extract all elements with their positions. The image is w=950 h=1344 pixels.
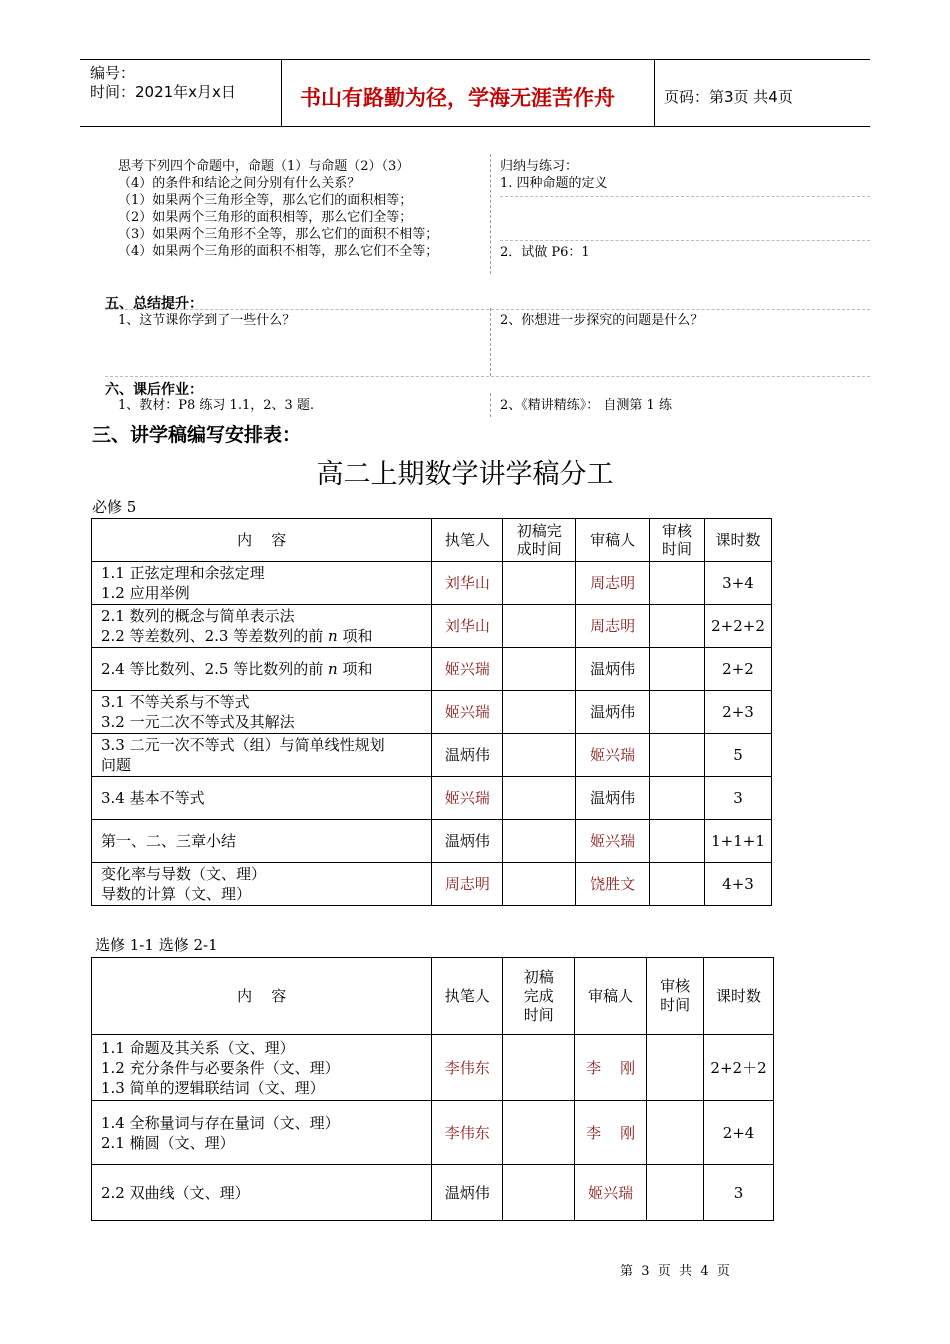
header-divider-2 [654,59,655,127]
induction-item-1: 1. 四种命题的定义 [500,176,608,191]
row-hours: 2+3 [704,691,771,734]
row-reviewer: 姬兴瑞 [576,820,650,863]
header-draft-time: 初稿完成时间 [503,519,576,562]
row-draft-time [503,691,576,734]
row-hours: 2+2＋2 [704,1035,774,1101]
row-reviewer: 温炳伟 [576,648,650,691]
table-header-row [92,958,774,1035]
header-motto: 书山有路勤为径，学海无涯苦作舟 [300,86,615,110]
content-line: 变化率与导数（文、理） [101,865,267,883]
row-hours: 3 [704,777,771,820]
row-writer: 李伟东 [432,1035,503,1101]
row-writer: 温炳伟 [432,734,503,777]
row-writer: 温炳伟 [432,1165,503,1221]
table-row [92,777,772,820]
row-reviewer: 周志明 [576,605,650,648]
content-line: 3.2 一元二次不等式及其解法 [101,713,295,731]
header-writer: 执笔人 [432,519,503,562]
row-hours: 5 [704,734,771,777]
content-line: 2.2 双曲线（文、理） [101,1183,250,1202]
induction-title: 归纳与练习： [500,159,579,174]
content-line: 1.3 简单的逻辑联结词（文、理） [101,1078,325,1097]
row-reviewer: 温炳伟 [576,691,650,734]
row-reviewer: 李 刚 [575,1035,647,1101]
header-hours: 课时数 [704,519,771,562]
content-line: 2.1 椭圆（文、理） [101,1133,235,1152]
thinking-line: （2）如果两个三角形的面积相等，那么它们全等； [118,210,413,225]
row-review-time [647,1035,704,1101]
header-review-time: 审核时间 [650,519,705,562]
assignment-table-elective [91,957,774,1221]
row-content [92,777,432,820]
summary-question-2: 2、你想进一步探究的问题是什么？ [500,313,704,328]
row-draft-time [503,777,576,820]
content-line: 导数的计算（文、理） [101,885,252,903]
row-review-time [650,648,705,691]
row-hours: 4+3 [704,863,771,906]
summary-title: 五、总结提升： [105,296,203,312]
block-divider [490,154,491,274]
row-review-time [650,605,705,648]
table-row [92,1165,774,1221]
homework-item-2: 2、《精讲精练》： 自测第 1 练 [500,398,672,413]
row-draft-time [503,863,576,906]
content-line: 3.1 不等关系与不等式 [101,693,250,711]
thinking-questions [118,158,480,260]
doc-time-label: 时间：2021年x月x日 [90,83,236,101]
table-row [92,863,772,906]
header-reviewer: 审稿人 [575,958,647,1035]
row-review-time [650,777,705,820]
faint-rule [500,240,870,241]
row-reviewer: 李 刚 [575,1101,647,1165]
row-reviewer: 饶胜文 [576,863,650,906]
main-title: 高二上期数学讲学稿分工 [316,459,614,490]
row-draft-time [503,1165,575,1221]
row-draft-time [503,1101,575,1165]
header-hours: 课时数 [704,958,774,1035]
table-row [92,1101,774,1165]
row-review-time [650,562,705,605]
row-writer: 姬兴瑞 [432,777,503,820]
page-footer: 第 3 页 共 4 页 [620,1264,730,1279]
row-content [92,1165,432,1221]
homework-title: 六、课后作业： [105,382,203,398]
row-content [92,1101,432,1165]
header-review-time: 审核时间 [647,958,704,1035]
row-draft-time [503,648,576,691]
row-draft-time [503,605,576,648]
row-reviewer: 温炳伟 [576,777,650,820]
row-writer: 李伟东 [432,1101,503,1165]
row-content [92,1035,432,1101]
page-indicator: 页码：第3页 共4页 [664,88,793,106]
thinking-line: （4）的条件和结论之间分别有什么关系？ [118,176,361,191]
row-content [92,562,432,605]
row-writer: 温炳伟 [432,820,503,863]
table-row [92,1035,774,1101]
thinking-line: （4）如果两个三角形的面积不相等，那么它们不全等； [118,244,439,259]
row-writer: 刘华山 [432,562,503,605]
row-reviewer: 姬兴瑞 [576,734,650,777]
row-content [92,648,432,691]
row-reviewer: 周志明 [576,562,650,605]
row-writer: 刘华山 [432,605,503,648]
thinking-line: 思考下列四个命题中，命题（1）与命题（2）（3） [118,159,410,174]
doc-number-label: 编号： [90,64,136,82]
content-line: 问题 [101,756,132,774]
section-3-heading: 三、讲学稿编写安排表： [92,424,302,446]
row-hours: 2+4 [704,1101,774,1165]
thinking-line: （3）如果两个三角形不全等，那么它们的面积不相等； [118,227,439,242]
table1-caption: 必修 5 [92,498,137,516]
row-hours: 1+1+1 [704,820,771,863]
faint-rule [500,196,870,197]
row-hours: 2+2 [704,648,771,691]
faint-rule [105,376,870,377]
header-reviewer: 审稿人 [576,519,650,562]
content-line: 1.1 命题及其关系（文、理） [101,1038,295,1057]
row-hours: 3 [704,1165,774,1221]
row-content [92,605,432,648]
row-draft-time [503,1035,575,1101]
row-writer: 姬兴瑞 [432,691,503,734]
table-row [92,605,772,648]
content-line: 2.4 等比数列、2.5 等比数列的前 n 项和 [101,660,373,678]
content-line: 2.2 等差数列、2.3 等差数列的前 n 项和 [101,627,373,645]
content-line: 1.1 正弦定理和余弦定理 [101,564,265,582]
summary-divider [490,308,491,376]
row-content [92,734,432,777]
table-row [92,562,772,605]
content-line: 3.3 二元一次不等式（组）与简单线性规划 [101,736,385,754]
table-header-row [92,519,772,562]
table-row [92,691,772,734]
row-review-time [647,1165,704,1221]
table-row [92,734,772,777]
header-content: 内 容 [92,958,432,1035]
content-line: 3.4 基本不等式 [101,789,205,807]
row-review-time [650,863,705,906]
row-review-time [650,820,705,863]
row-review-time [647,1101,704,1165]
row-review-time [650,691,705,734]
row-content [92,820,432,863]
induction-item-2: 2．试做 P6：1 [500,245,590,260]
row-hours: 3+4 [704,562,771,605]
header-writer: 执笔人 [432,958,503,1035]
row-draft-time [503,562,576,605]
table2-caption: 选修 1-1 选修 2-1 [95,936,218,954]
header-content: 内 容 [92,519,432,562]
summary-top-rule [105,309,870,310]
homework-divider [490,393,491,417]
content-line: 1.2 应用举例 [101,584,190,602]
thinking-line: （1）如果两个三角形全等，那么它们的面积相等； [118,193,413,208]
header-bottom-line [80,126,870,127]
row-content [92,691,432,734]
header-draft-time: 初稿完成时间 [503,958,575,1035]
row-draft-time [503,820,576,863]
homework-item-1: 1、教材：P8 练习 1.1，2、3 题. [118,398,315,413]
row-draft-time [503,734,576,777]
content-line: 1.4 全称量词与存在量词（文、理） [101,1113,340,1132]
row-reviewer: 姬兴瑞 [575,1165,647,1221]
row-review-time [650,734,705,777]
content-line: 第一、二、三章小结 [101,832,237,850]
summary-question-1: 1、这节课你学到了一些什么？ [118,313,296,328]
content-line: 2.1 数列的概念与简单表示法 [101,607,295,625]
row-writer: 姬兴瑞 [432,648,503,691]
table-row [92,648,772,691]
row-writer: 周志明 [432,863,503,906]
content-line: 1.2 充分条件与必要条件（文、理） [101,1058,340,1077]
table-row [92,820,772,863]
row-content [92,863,432,906]
assignment-table-required5 [91,518,772,906]
header-top-line [80,59,870,60]
row-hours: 2+2+2 [704,605,771,648]
header-divider-1 [281,59,282,127]
